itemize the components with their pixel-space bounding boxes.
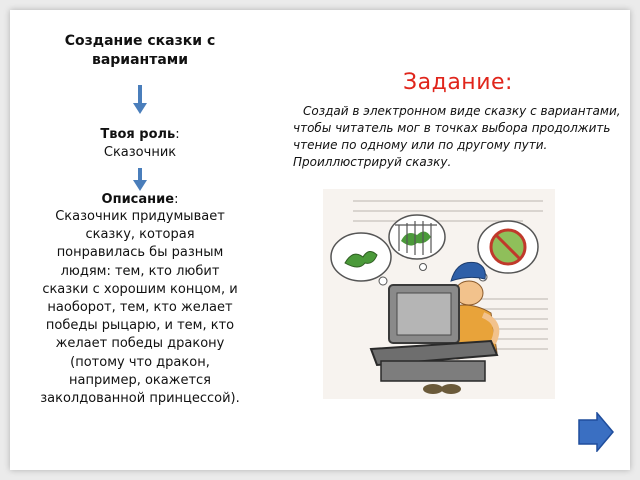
role-value: Сказочник [103, 145, 177, 160]
slide [10, 10, 630, 470]
description-heading [40, 188, 240, 207]
storyteller-illustration [323, 189, 555, 399]
illustration-image [323, 189, 555, 399]
description-label: Описание [101, 192, 175, 207]
description-text: Сказочник придумывает сказку, которая понравилась бы разным людям: тем, кто любит сказки с хорошим концом, и наоборот, тем, кто желает победы рыцарю, и тем, кто желает победы дракону (потому что дракон, например, окажется заколдованной принцессой). [40, 209, 240, 407]
role-colon: : [175, 127, 180, 142]
left-column [40, 30, 240, 407]
role-line [40, 123, 240, 142]
role-label: Твоя роль [100, 127, 176, 142]
down-arrow-icon [132, 85, 148, 115]
description-colon: : [174, 192, 179, 207]
slide-title: Создание сказки с вариантами [64, 33, 216, 68]
task-text: Создай в электронном виде сказку с вариантами, чтобы читатель мог в точках выбора продолжить чтение по одному или по другому пути. Проиллюстрируй сказку. [293, 104, 621, 169]
task-title: Задание: [403, 70, 513, 95]
next-slide-icon[interactable] [577, 412, 615, 452]
